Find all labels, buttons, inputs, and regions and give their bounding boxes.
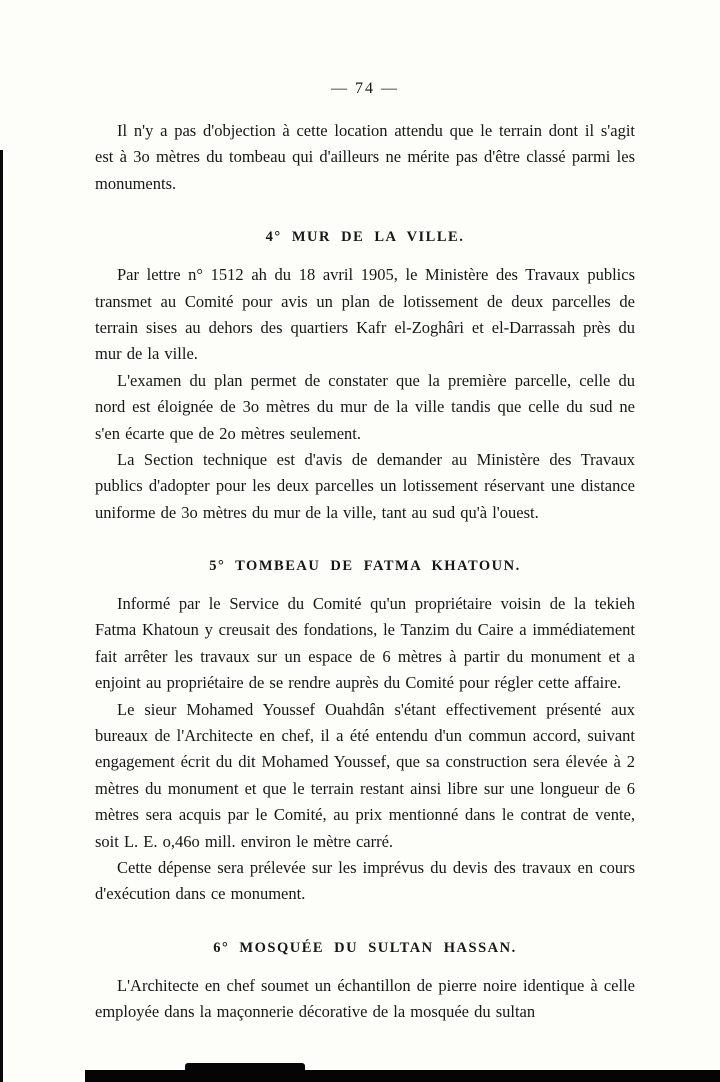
page-number: — 74 —: [331, 80, 399, 97]
paragraph: Par lettre n° 1512 ah du 18 avril 1905, le Ministère des Travaux publics transmet au Comité pour avis un plan de lotissement de deux parcelles de terrain sises au dehors des quartiers Kafr el-Zoghâri et el-Darrassah près du mur de la ville.: [95, 265, 635, 364]
paragraph: Informé par le Service du Comité qu'un propriétaire voisin de la tekieh Fatma Khatoun y creusait des fondations, le Tanzim du Caire a immédiatement fait arrêter les travaux sur un espace de 6 mètres à partir du monument et a enjoint au propriétaire de se rendre auprès du Comité pour régler cette affaire.: [95, 594, 635, 693]
paragraph: Cette dépense sera prélevée sur les imprévus du devis des travaux en cours d'exécution dans ce monument.: [95, 857, 635, 904]
section-heading: 6° MOSQUÉE DU SULTAN HASSAN.: [213, 939, 517, 956]
paragraph: La Section technique est d'avis de demander au Ministère des Travaux publics d'adopter pour les deux parcelles un lotissement réservant une distance uniforme de 3o mètres du mur de la ville, tant au sud qu'à l'ouest.: [95, 449, 635, 522]
section-tombeau-fatma-khatoun: [95, 558, 635, 908]
scan-edge-artifact-left: [0, 150, 3, 1082]
paragraph: Le sieur Mohamed Youssef Ouahdân s'étant effectivement présenté aux bureaux de l'Architecte en chef, il a été entendu d'un commun accord, suivant engagement écrit du dit Mohamed Youssef, que sa construction sera élevée à 2 mètres du monument et que le terrain restant ainsi libre sur une longueur de 6 mètres sera acquis par le Comité, au prix mentionné dans le contrat de vente, soit L. E. o,46o mill. environ le mètre carré.: [95, 699, 635, 851]
section-heading: 5° TOMBEAU DE FATMA KHATOUN.: [209, 558, 521, 575]
section-mur-de-la-ville: [95, 229, 635, 526]
scan-edge-artifact-bottom: [85, 1070, 720, 1082]
scan-blob-artifact: [185, 1063, 305, 1082]
section-heading: 4° MUR DE LA VILLE.: [265, 229, 465, 246]
paragraph: Il n'y a pas d'objection à cette location attendu que le terrain dont il s'agit est à 3o mètres du tombeau qui d'ailleurs ne mérite pas d'être classé parmi les monuments.: [95, 121, 635, 193]
section-mosquee-sultan-hassan: [95, 940, 635, 1026]
document-page: [95, 80, 635, 1026]
paragraph: L'Architecte en chef soumet un échantillon de pierre noire identique à celle employée dans la maçonnerie décorative de la mosquée du sultan: [95, 975, 635, 1022]
paragraph: L'examen du plan permet de constater que la première parcelle, celle du nord est éloignée de 3o mètres du mur de la ville tandis que celle du sud ne s'en écarte que de 2o mètres seulement.: [95, 370, 635, 443]
section-intro: [95, 118, 635, 197]
